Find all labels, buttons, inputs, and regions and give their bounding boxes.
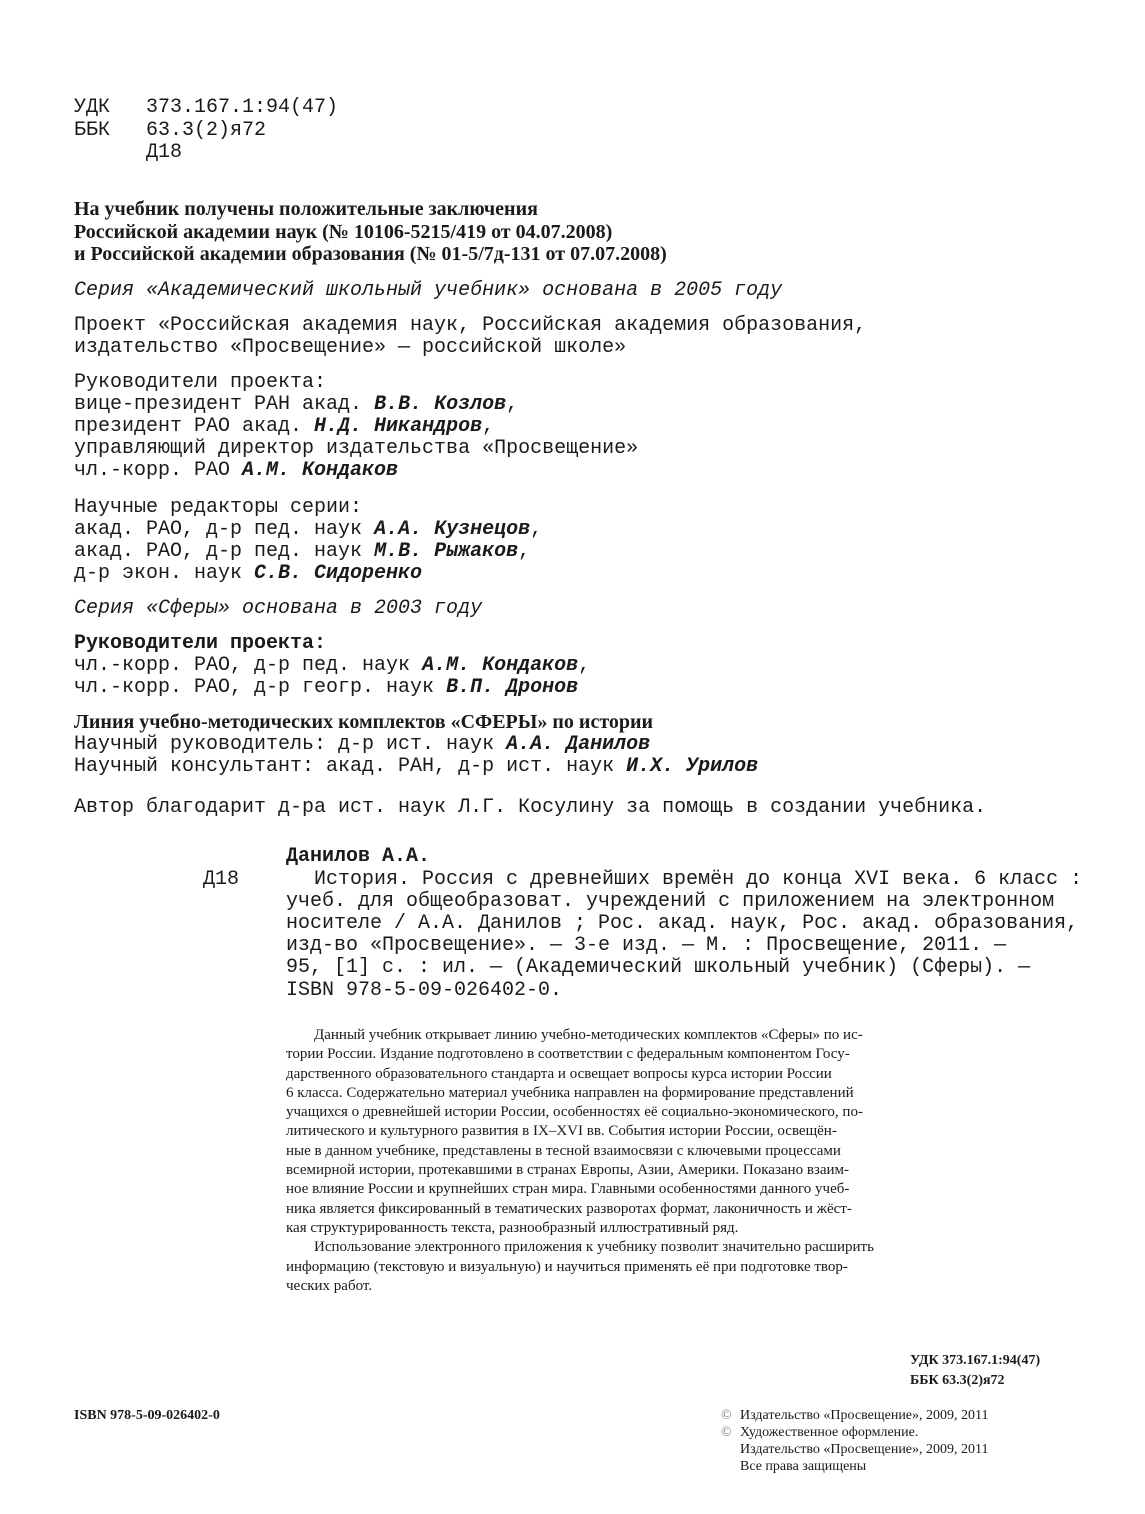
bib-mark: Д18 — [203, 868, 240, 891]
leader-role: президент РАО акад. — [74, 415, 315, 438]
annotation-line: ческих работ. — [286, 1277, 373, 1294]
leader-role: управляющий директор издательства «Просвещение» — [74, 437, 639, 460]
punctuation: , — [578, 654, 591, 677]
copyright-line: Издательство «Просвещение», 2009, 2011 — [740, 1442, 989, 1457]
bib-line: ISBN 978-5-09-026402-0. — [286, 979, 563, 1002]
advisor-row — [74, 756, 758, 777]
bib-line: 95, [1] с. : ил. — (Академический школьный учебник) (Сферы). — — [286, 956, 1031, 979]
approval-line: и Российской академии образования (№ 01-5/7д-131 от 07.07.2008) — [74, 243, 667, 265]
leader-row — [74, 655, 590, 676]
punctuation: , — [506, 393, 519, 416]
leader-row — [74, 394, 518, 415]
footer-udk: УДК 373.167.1:94(47) — [910, 1353, 1041, 1368]
leader-role: вице-президент РАН акад. — [74, 393, 375, 416]
annotation-line: всемирной истории, протекавшими в странах Европы, Азии, Америки. Показано взаим- — [286, 1162, 850, 1179]
advisor-name: А.А. Данилов — [506, 733, 651, 756]
editor-row — [74, 541, 530, 562]
footer-bbk: ББК 63.3(2)я72 — [910, 1373, 1005, 1388]
footer-isbn: ISBN 978-5-09-026402-0 — [74, 1408, 220, 1423]
section-heading: Линия учебно-методических комплектов «СФЕРЫ» по истории — [74, 711, 654, 733]
editor-name: М.В. Рыжаков — [374, 540, 519, 563]
annotation-line: Использование электронного приложения к учебнику позволит значительно расширить — [314, 1239, 874, 1256]
leader-role: чл.-корр. РАО — [74, 459, 243, 482]
editor-name: А.А. Кузнецов — [374, 518, 531, 541]
advisor-row — [74, 734, 650, 755]
leader-role: чл.-корр. РАО, д-р геогр. наук — [74, 676, 447, 699]
project-line: издательство «Просвещение» — российской школе» — [74, 336, 627, 359]
author-mark: Д18 — [146, 141, 183, 164]
leader-name: В.В. Козлов — [374, 393, 507, 416]
advisor-role: Научный руководитель: д-р ист. наук — [74, 733, 507, 756]
project-line: Проект «Российская академия наук, Российская академия образования, — [74, 314, 867, 337]
bib-line: История. Россия с древнейших времён до конца XVI века. 6 класс : — [314, 868, 1083, 891]
bib-line: изд-во «Просвещение». — 3-е изд. — М. : Просвещение, 2011. — — [286, 934, 1007, 957]
editor-row — [74, 519, 542, 540]
annotation-line: литического и культурного развития в IX–XVI вв. События истории России, освещён- — [286, 1123, 837, 1140]
series-spheres: Серия «Сферы» основана в 2003 году — [74, 597, 483, 620]
acknowledgement: Автор благодарит д-ра ист. наук Л.Г. Косулину за помощь в создании учебника. — [74, 796, 987, 819]
approval-line: Российской академии наук (№ 10106-5215/419 от 04.07.2008) — [74, 221, 613, 243]
leader-row — [74, 416, 494, 437]
section-heading: Научные редакторы серии: — [74, 496, 363, 519]
copyright-icon: © — [721, 1425, 732, 1440]
approval-line: На учебник получены положительные заключения — [74, 198, 538, 220]
annotation — [286, 1026, 1088, 1296]
punctuation: , — [530, 518, 543, 541]
bbk-label: ББК — [74, 119, 111, 142]
editor-row — [74, 563, 422, 584]
bib-line: учеб. для общеобразоват. учреждений с приложением на электронном — [286, 890, 1055, 913]
leader-name: Н.Д. Никандров — [314, 415, 483, 438]
bbk-value: 63.3(2)я72 — [146, 119, 267, 142]
leader-name: А.М. Кондаков — [422, 654, 579, 677]
editor-role: акад. РАО, д-р пед. наук — [74, 540, 375, 563]
section-heading: Руководители проекта: — [74, 371, 327, 394]
leader-row — [74, 438, 638, 459]
punctuation: , — [482, 415, 495, 438]
copyright-icon: © — [721, 1408, 732, 1423]
editor-role: акад. РАО, д-р пед. наук — [74, 518, 375, 541]
copyright-line: Издательство «Просвещение», 2009, 2011 — [740, 1408, 989, 1423]
annotation-line: дарственного образовательного стандарта и освещает вопросы курса истории России — [286, 1065, 832, 1082]
annotation-line: тории России. Издание подготовлено в соответствии с федеральным компонентом Госу- — [286, 1046, 850, 1063]
leader-name: А.М. Кондаков — [242, 459, 399, 482]
bib-line: носителе / А.А. Данилов ; Рос. акад. наук, Рос. акад. образования, — [286, 912, 1079, 935]
punctuation: , — [518, 540, 531, 563]
section-heading: Руководители проекта: — [74, 632, 327, 655]
annotation-line: ные в данном учебнике, представлены в тесной взаимосвязи с ключевыми процессами — [286, 1142, 841, 1159]
annotation-line: кая структурированность текста, разнообразный иллюстративный ряд. — [286, 1219, 739, 1236]
series-academic: Серия «Академический школьный учебник» основана в 2005 году — [74, 279, 783, 302]
annotation-line: 6 класса. Содержательно материал учебника направлен на формирование представлений — [286, 1084, 854, 1101]
udk-value: 373.167.1:94(47) — [146, 96, 339, 119]
editor-name: С.В. Сидоренко — [254, 562, 423, 585]
annotation-line: учащихся о древнейшей истории России, особенностях её социально-экономического, по- — [286, 1104, 863, 1121]
annotation-line: ника является фиксированный в тематических разворотах формат, лаконичность и жёст- — [286, 1200, 852, 1217]
annotation-line: информацию (текстовую и визуальную) и научиться применять её при подготовке твор- — [286, 1258, 848, 1275]
leader-row — [74, 677, 578, 698]
udk-label: УДК — [74, 96, 111, 119]
annotation-line: ное влияние России и крупнейших стран мира. Главными особенностями данного учеб- — [286, 1181, 850, 1198]
leader-role: чл.-корр. РАО, д-р пед. наук — [74, 654, 423, 677]
advisor-name: И.Х. Урилов — [626, 755, 759, 778]
editor-role: д-р экон. наук — [74, 562, 255, 585]
leader-name: В.П. Дронов — [446, 676, 579, 699]
bib-author: Данилов А.А. — [286, 845, 431, 868]
leader-row — [74, 460, 398, 481]
copyright-line: Художественное оформление. — [740, 1425, 919, 1440]
advisor-role: Научный консультант: акад. РАН, д-р ист. наук — [74, 755, 627, 778]
annotation-line: Данный учебник открывает линию учебно-методических комплектов «Сферы» по ис- — [314, 1027, 863, 1043]
rights-line: Все права защищены — [740, 1459, 867, 1474]
